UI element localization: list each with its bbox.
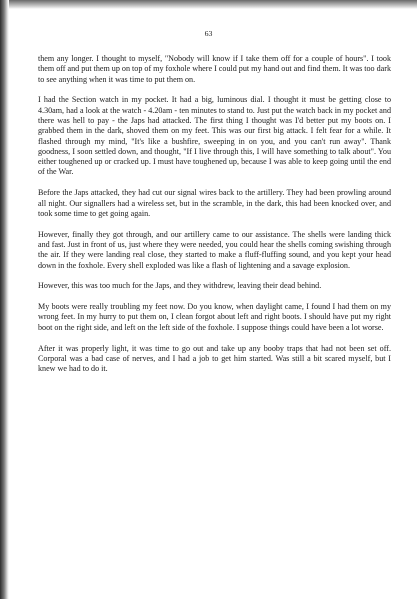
- paragraph: I had the Section watch in my pocket. It had a big, luminous dial. I thought it must be getting close to 4.30am, had a look at the watch - 4.20am - ten minutes to stand to. Just put the watch back in my pocket and there was hell to pay - the Japs had attacked. The first thing I thought was I'd better put my boots on. I grabbed them in the dark, shoved them on my feet. This was our first big attack. I felt fear for a while. It flashed through my mind, "It's like a bushfire, sweeping in on you, and you can't run away". Thank goodness, I soon settled down, and thought, "If I live through this, I will have something to talk about". You either toughened up or cracked up. I must have toughened up, because I was able to keep going until the end of the War.: [38, 95, 391, 177]
- scan-shadow-left: [0, 0, 9, 599]
- scan-shadow-top: [0, 0, 417, 9]
- page-body: [38, 54, 391, 385]
- paragraph: My boots were really troubling my feet now. Do you know, when daylight came, I found I had them on my wrong feet. In my hurry to put them on, I clean forgot about left and right boots. I should have put my right boot on the right side, and left on the left side of the foxhole. I suppose things could have been a lot worse.: [38, 302, 391, 332]
- paragraph: However, this was too much for the Japs, and they withdrew, leaving their dead behind.: [38, 281, 322, 291]
- page-number: 63: [204, 29, 213, 38]
- paragraph: After it was properly light, it was time to go out and take up any booby traps that had not been set off. Corporal was a bad case of nerves, and I had a job to get him started. Was still a bit scared myself, but I knew we had to do it.: [38, 343, 391, 374]
- paragraph: Before the Japs attacked, they had cut our signal wires back to the artillery. They had been prowling around all night. Our signallers had a wireless set, but in the scramble, in the dark, this had been knocked over, and took some time to get going again.: [38, 188, 391, 218]
- paragraph: However, finally they got through, and our artillery came to our assistance. The shells were landing thick and fast. Just in front of us, just where they were needed, you could hear the shells coming swishing through the air. If they were landing real close, they started to make a fluff-fluffing sound, and you kept your head down in the foxhole. Every shell exploded was like a flash of lightening and a savage explosion.: [38, 229, 391, 270]
- paragraph: them any longer. I thought to myself, "Nobody will know if I take them off for a couple of hours". I took them off and put them up on top of my foxhole where I could put my hand out and find them. It was too dark to see anything when it was time to put them on.: [38, 54, 391, 84]
